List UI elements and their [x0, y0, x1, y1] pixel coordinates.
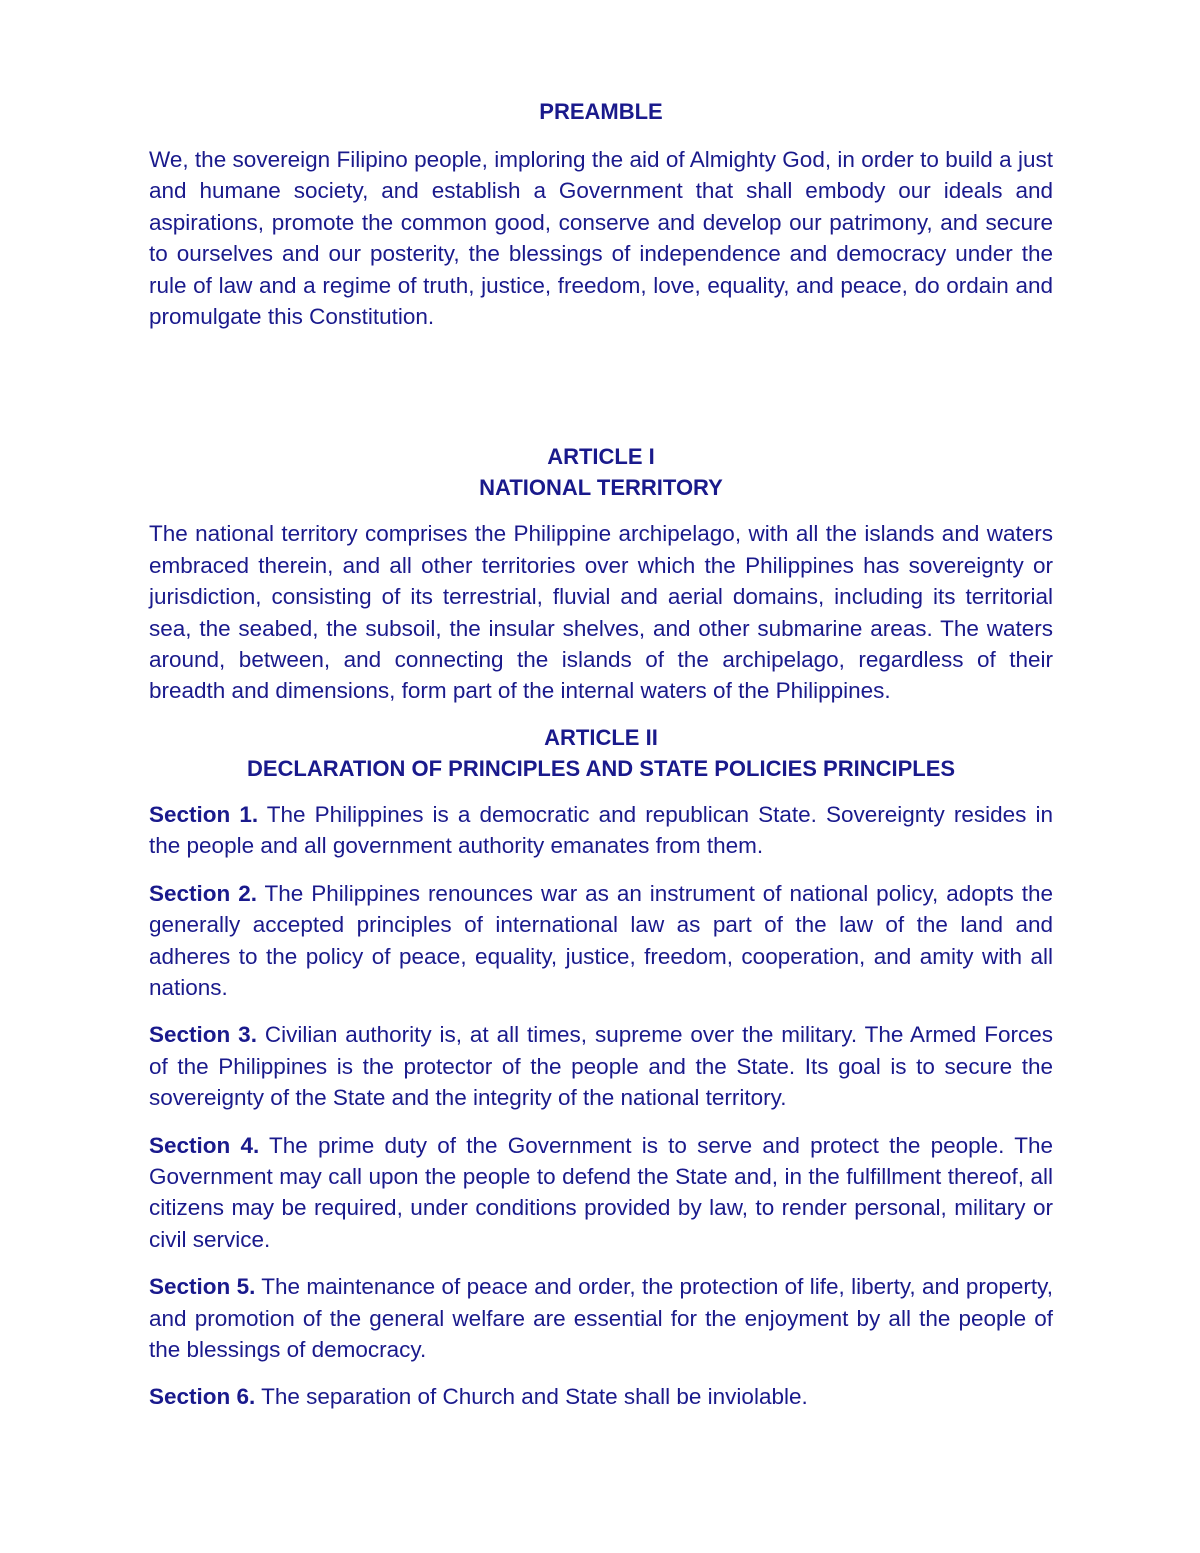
section-3-label: Section 3. [149, 1022, 257, 1048]
article-1-number: ARTICLE I [547, 444, 655, 470]
section-2-label: Section 2. [149, 880, 257, 906]
section-5-text: The maintenance of peace and order, the protection of life, liberty, and property, and promotion of the general welfare are essential for the enjoyment by all the people of the blessings of democracy. [149, 1274, 1053, 1362]
article-1-heading-block [149, 441, 1053, 503]
section-6 [149, 1381, 1053, 1412]
article-2-number: ARTICLE II [544, 724, 658, 750]
article-1-title: NATIONAL TERRITORY [479, 475, 723, 501]
document-page [149, 96, 1053, 1429]
article-2-heading-block [149, 722, 1053, 784]
section-5 [149, 1271, 1053, 1365]
section-1 [149, 799, 1053, 862]
section-2-text: The Philippines renounces war as an instrument of national policy, adopts the generally accepted principles of international law as part of the law of the land and adheres to the policy of peace, equality, justice, freedom, cooperation, and amity with all nations. [149, 880, 1053, 1000]
section-3-text: Civilian authority is, at all times, supreme over the military. The Armed Forces of the Philippines is the protector of the people and the State. Its goal is to secure the sovereignty of the State and the integrity of the national territory. [149, 1022, 1053, 1111]
section-4-text: The prime duty of the Government is to serve and protect the people. The Government may call upon the people to defend the State and, in the fulfillment thereof, all citizens may be required, under conditions provided by law, to render personal, military or civil service. [149, 1132, 1053, 1252]
section-2 [149, 878, 1053, 1004]
section-4-label: Section 4. [149, 1132, 260, 1158]
section-3 [149, 1019, 1053, 1113]
preamble-heading: PREAMBLE [539, 99, 663, 124]
section-6-text: The separation of Church and State shall be inviolable. [255, 1384, 808, 1410]
article-2-title: DECLARATION OF PRINCIPLES AND STATE POLICIES PRINCIPLES [246, 755, 956, 781]
section-6-label: Section 6. [149, 1384, 256, 1410]
preamble-text: We, the sovereign Filipino people, imploring the aid of Almighty God, in order to build a just and humane society, and establish a Government that shall embody our ideals and aspirations, promote the common good, conserve and develop our patrimony, and secure to ourselves and our posterity, the blessings of independence and democracy under the rule of law and a regime of truth, justice, freedom, love, equality, and peace, do ordain and promulgate this Constitution. [149, 147, 1053, 330]
section-4 [149, 1130, 1053, 1256]
section-1-text: The Philippines is a democratic and republican State. Sovereignty resides in the people and all government authority emanates from them. [149, 801, 1053, 859]
section-1-label: Section 1. [149, 801, 259, 827]
article-1-text: The national territory comprises the Philippine archipelago, with all the islands and waters embraced therein, and all other territories over which the Philippines has sovereignty or jurisdiction, consisting of its terrestrial, fluvial and aerial domains, including its territorial sea, the seabed, the subsoil, the insular shelves, and other submarine areas. The waters around, between, and connecting the islands of the archipelago, regardless of their breadth and dimensions, form part of the internal waters of the Philippines. [149, 521, 1053, 704]
section-5-label: Section 5. [149, 1274, 256, 1300]
